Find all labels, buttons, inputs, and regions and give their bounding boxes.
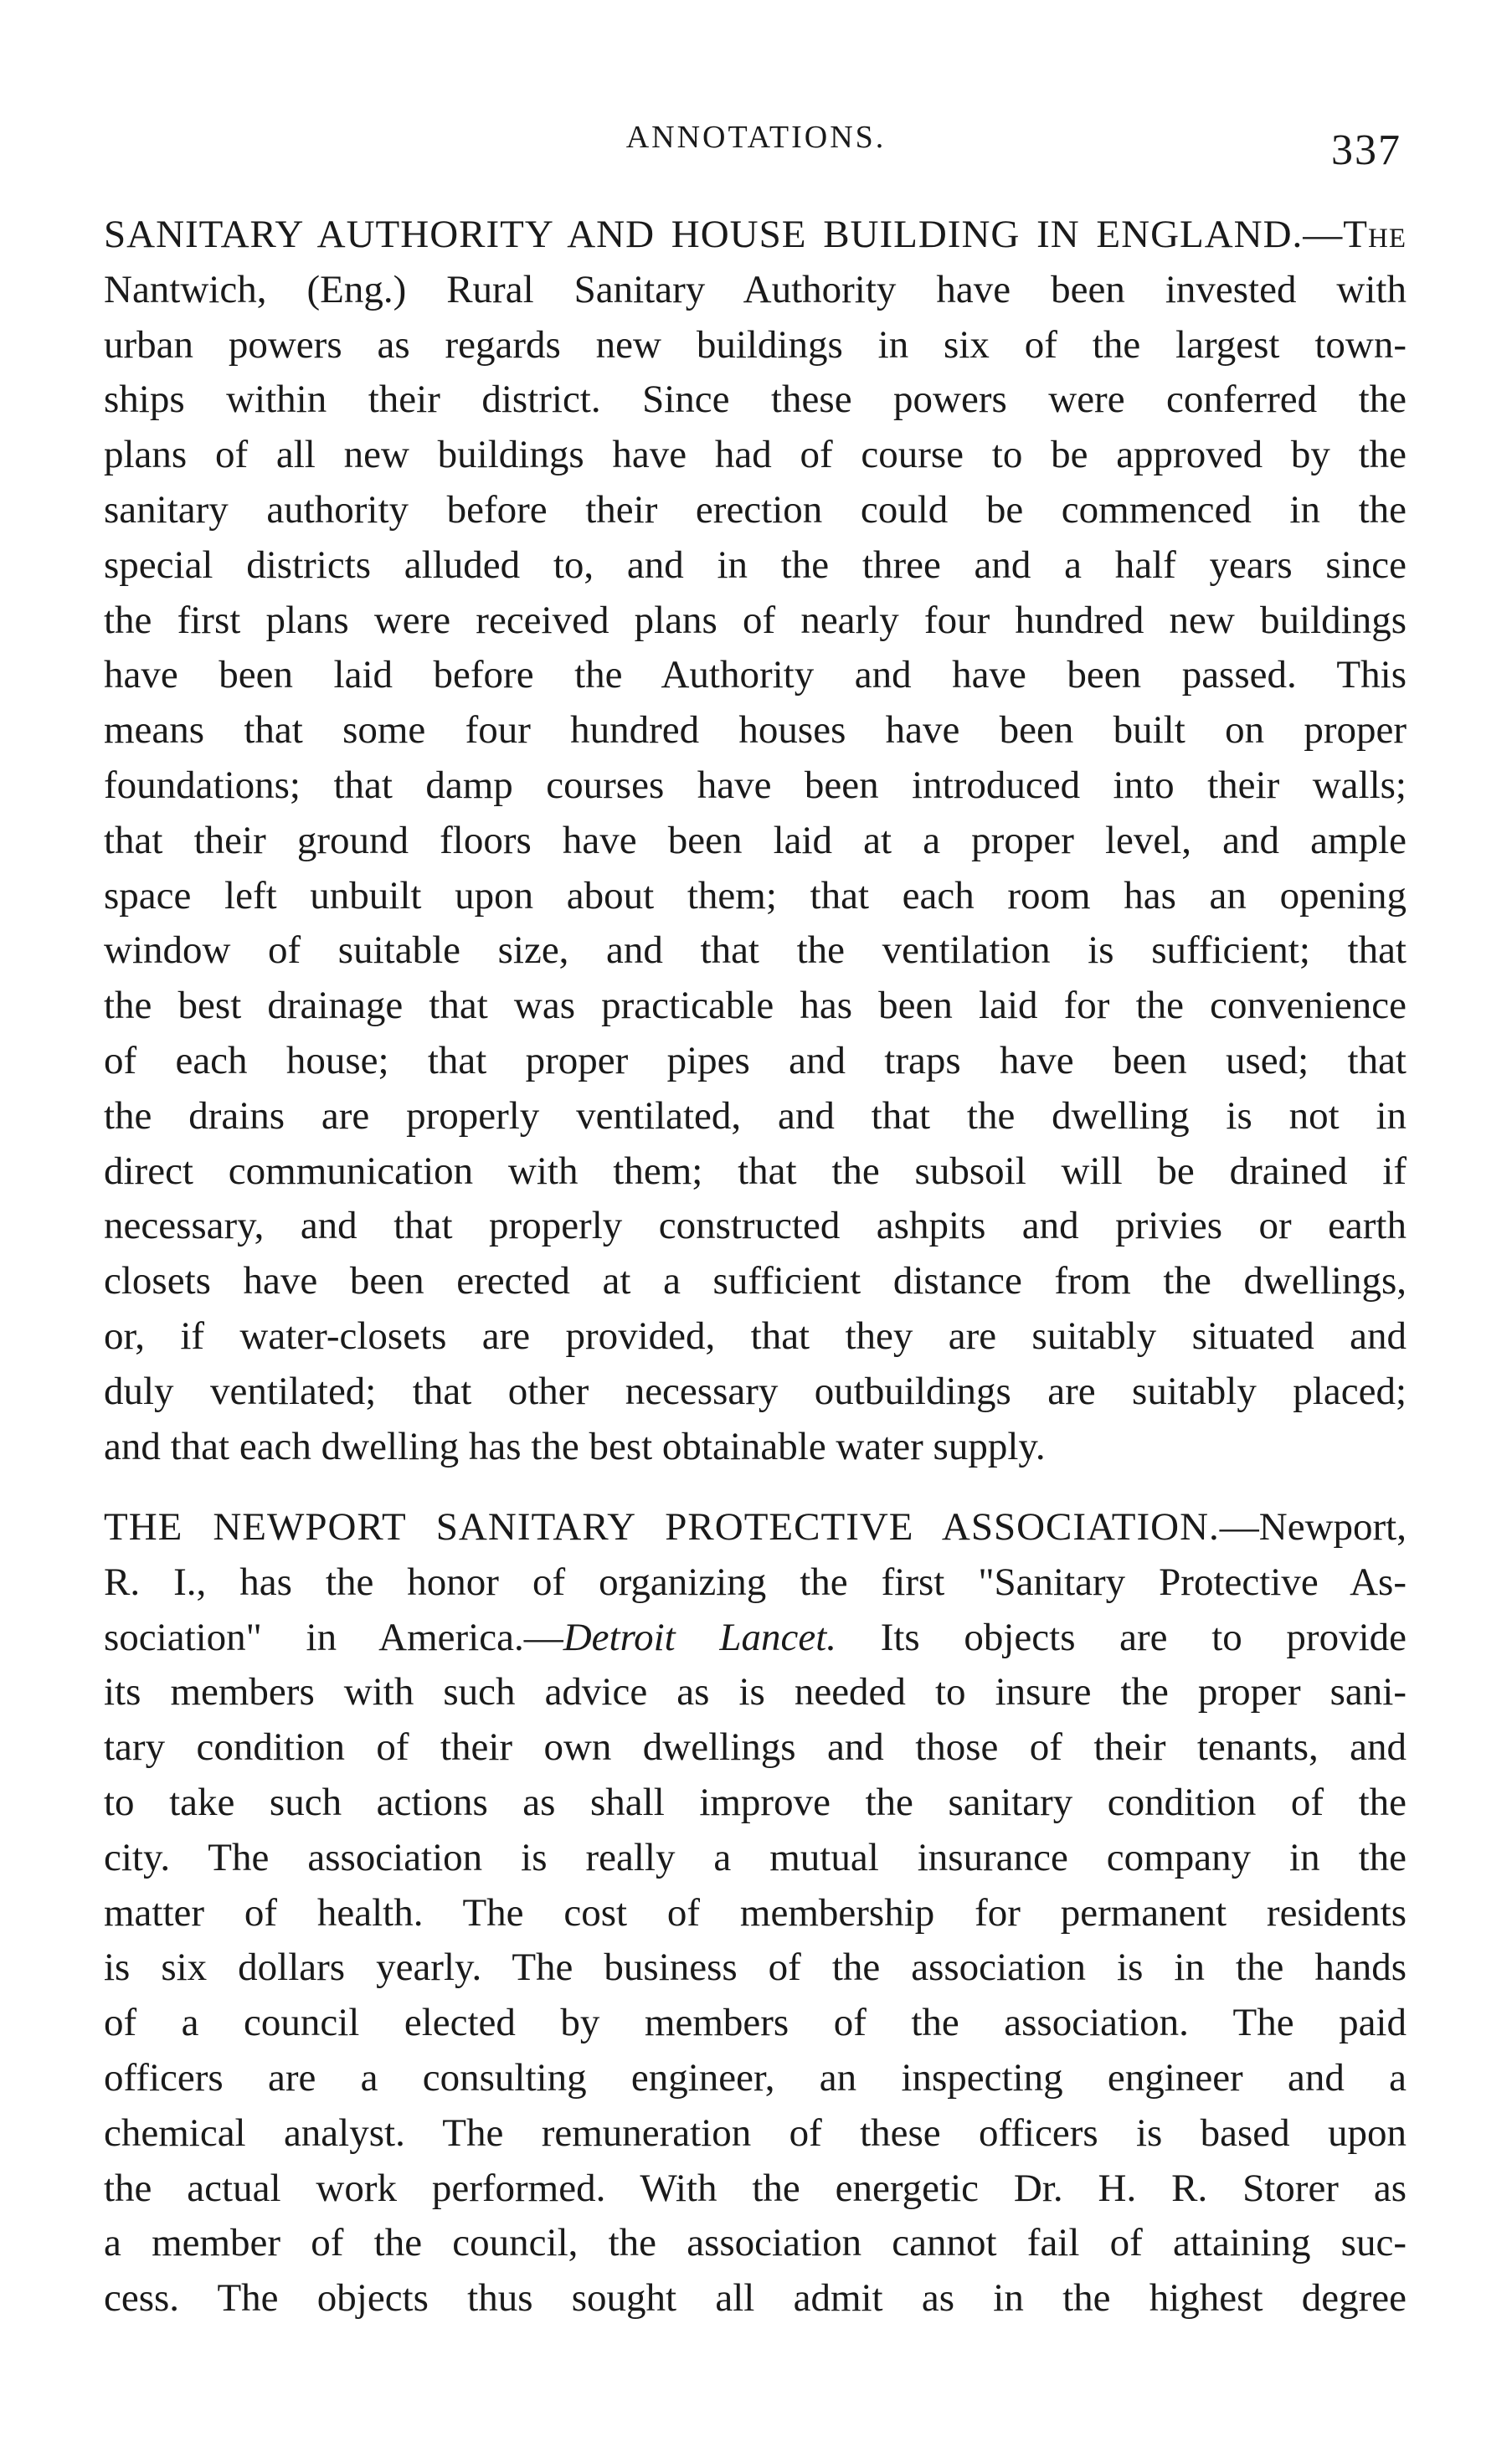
annotation-heading: THE NEWPORT SANITARY PROTECTIVE ASSOCIATION.: [104, 1505, 1220, 1549]
running-head: ANNOTATIONS.: [625, 120, 887, 155]
annotation-heading: SANITARY AUTHORITY AND HOUSE BUILDING IN ENGLAND.—The: [104, 213, 1407, 256]
text-line: special districts alluded to, and in the three and a half years since: [104, 542, 1407, 587]
text-line: cess. The objects thus sought all admit as in the highest degree: [104, 2276, 1407, 2321]
text-line: ships within their district. Since these powers were conferred the: [104, 378, 1407, 422]
text-span: Its objects are to provide: [836, 1615, 1407, 1659]
text-line: the best drainage that was practicable has been laid for the convenience: [104, 984, 1407, 1028]
text-line: direct communication with them; that the subsoil will be drained if: [104, 1149, 1407, 1193]
text-line: city. The association is really a mutual insurance company in the: [104, 1835, 1407, 1879]
text-line: space left unbuilt upon about them; that each room has an opening: [104, 873, 1407, 918]
text-line: and that each dwelling has the best obtainable water supply.: [104, 1424, 1046, 1468]
text-line: tary condition of their own dwellings and those of their tenants, and: [104, 1725, 1407, 1770]
text-line: chemical analyst. The remuneration of these officers is based upon: [104, 2110, 1407, 2155]
text-line: sanitary authority before their erection could be commenced in the: [104, 487, 1407, 532]
text-line: a member of the council, the association cannot fail of attaining suc-: [104, 2221, 1407, 2265]
text-line: of each house; that proper pipes and traps have been used; that: [104, 1038, 1407, 1082]
annotation-newport-association: [104, 1500, 1407, 2326]
text-line: [104, 1611, 1407, 1666]
text-line: its members with such advice as is needed to insure the proper sani-: [104, 1670, 1407, 1714]
text-line: matter of health. The cost of membership for permanent residents: [104, 1890, 1407, 1935]
text-line: Nantwich, (Eng.) Rural Sanitary Authority have been invested with: [104, 267, 1407, 311]
text-line: have been laid before the Authority and have been passed. This: [104, 653, 1407, 697]
text-line: means that some four hundred houses have been built on proper: [104, 708, 1407, 753]
text-line: is six dollars yearly. The business of the association is in the hands: [104, 1946, 1407, 1990]
text-line: plans of all new buildings have had of course to be approved by the: [104, 433, 1407, 477]
text-line: urban powers as regards new buildings in six of the largest town-: [104, 322, 1407, 367]
text-span: sociation" in America.—: [104, 1615, 563, 1659]
text-line: to take such actions as shall improve the sanitary condition of the: [104, 1780, 1407, 1824]
text-line: officers are a consulting engineer, an inspecting engineer and a: [104, 2055, 1407, 2100]
text-line: of a council elected by members of the association. The paid: [104, 2001, 1407, 2045]
citation: Detroit Lancet.: [563, 1615, 837, 1659]
text-line: window of suitable size, and that the ventilation is sufficient; that: [104, 928, 1407, 973]
text-line: that their ground floors have been laid at a proper level, and ample: [104, 818, 1407, 862]
text-line: duly ventilated; that other necessary outbuildings are suitably placed;: [104, 1369, 1407, 1413]
text-line: R. I., has the honor of organizing the first "Sanitary Protective As-: [104, 1560, 1407, 1604]
text-line: [104, 208, 1407, 263]
text-line: [104, 1500, 1407, 1555]
text-line: closets have been erected at a sufficient distance from the dwellings,: [104, 1259, 1407, 1303]
text-span: —Newport,: [1219, 1505, 1407, 1549]
text-line: the first plans were received plans of nearly four hundred new buildings: [104, 598, 1407, 642]
text-line: the drains are properly ventilated, and that the dwelling is not in: [104, 1093, 1407, 1138]
text-line: or, if water-closets are provided, that they are suitably situated and: [104, 1313, 1407, 1358]
text-line: the actual work performed. With the energetic Dr. H. R. Storer as: [104, 2166, 1407, 2210]
annotation-sanitary-authority: [104, 208, 1407, 1474]
page-number: 337: [1331, 126, 1401, 174]
text-line: necessary, and that properly constructed ashpits and privies or earth: [104, 1204, 1407, 1248]
text-line: foundations; that damp courses have been introduced into their walls;: [104, 763, 1407, 807]
